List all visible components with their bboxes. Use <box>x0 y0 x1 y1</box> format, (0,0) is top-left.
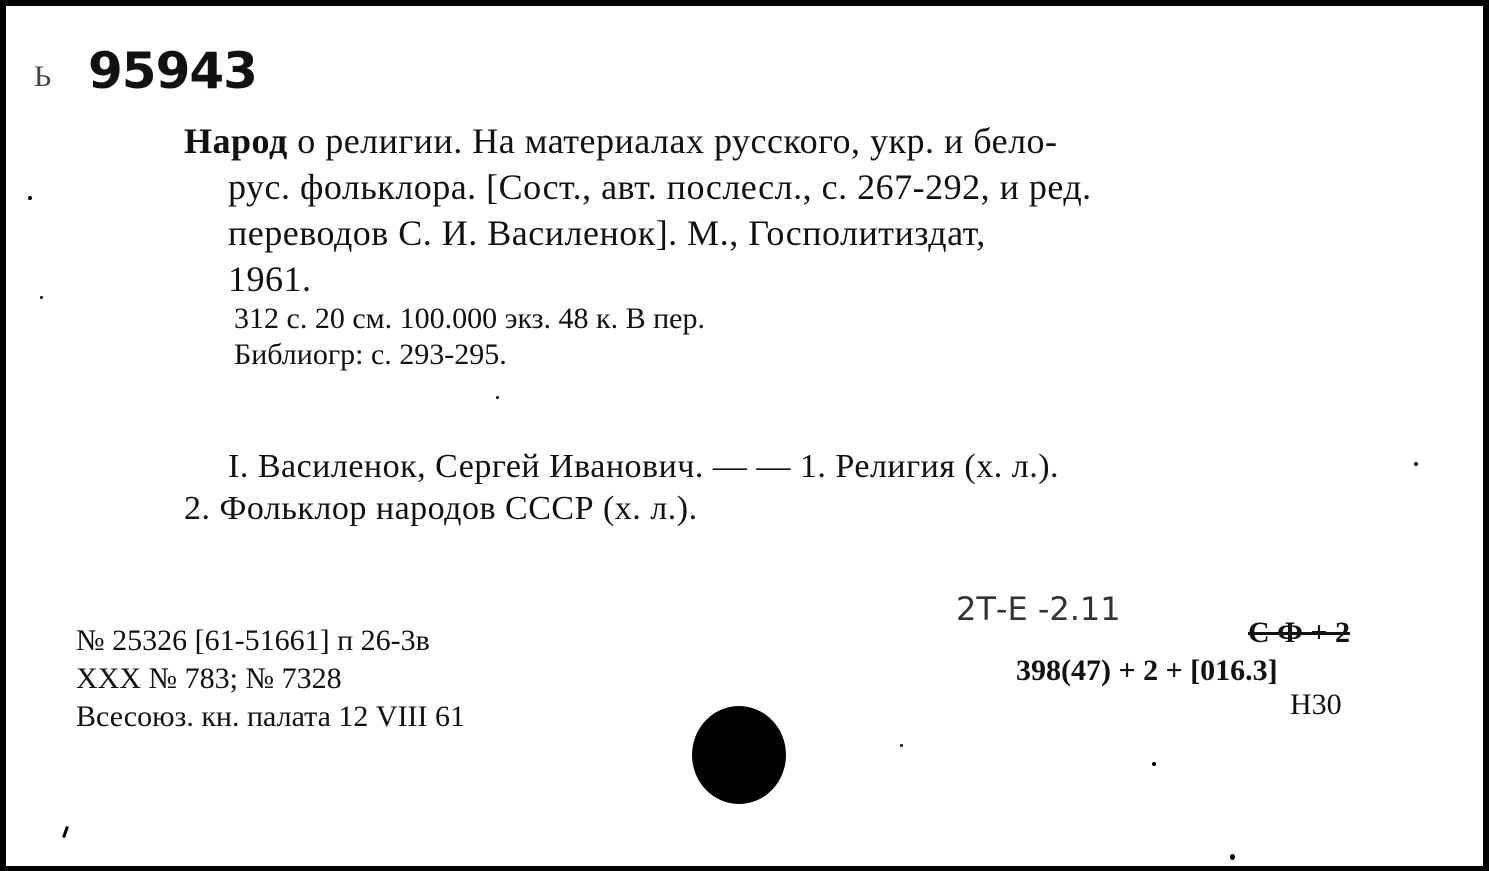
title-line-1 <box>184 120 1058 162</box>
speck-mark <box>62 826 69 838</box>
speck-mark <box>28 196 32 200</box>
classification-top: С Ф + 2 <box>1248 616 1351 649</box>
speck-mark <box>1414 462 1418 466</box>
tracing-line-1: I. Василенок, Сергей Иванович. — — 1. Религия (х. л.). <box>228 448 1060 485</box>
corner-stamp-mark: Ь <box>34 60 52 93</box>
title-line-4: 1961. <box>228 259 312 299</box>
catalog-card <box>6 6 1483 866</box>
speck-mark <box>900 744 903 747</box>
cutter-number: Н30 <box>1290 688 1342 721</box>
bibliography-note: Библиогр: с. 293-295. <box>234 338 507 371</box>
book-chamber-date: Всесоюз. кн. палата 12 VIII 61 <box>76 700 466 733</box>
tracing-line-2: 2. Фольклор народов СССР (х. л.). <box>184 490 698 527</box>
title-line-3: переводов С. И. Василенок]. М., Госполитиздат, <box>228 213 986 253</box>
speck-mark <box>1230 854 1235 860</box>
title-bold-word: Народ <box>184 121 288 161</box>
speck-mark <box>1152 762 1156 766</box>
punched-hole <box>692 706 786 804</box>
title-line-2: рус. фольклора. [Сост., авт. послесл., с. 267-292, и ред. <box>228 167 1092 207</box>
classification-main: 398(47) + 2 + [016.3] <box>1016 654 1278 687</box>
series-number: XXX № 783; № 7328 <box>76 662 342 695</box>
handwritten-shelf-code: 2Т-Е -2.11 <box>956 590 1121 628</box>
handwritten-accession-number: 95943 <box>88 42 257 100</box>
registration-number: № 25326 [61-51661] п 26-3в <box>76 624 430 657</box>
speck-mark <box>40 296 43 299</box>
speck-mark <box>496 396 499 399</box>
physical-description: 312 с. 20 см. 100.000 экз. 48 к. В пер. <box>234 302 705 335</box>
title-line-1-rest: о религии. На материалах русского, укр. и бело- <box>287 121 1058 161</box>
